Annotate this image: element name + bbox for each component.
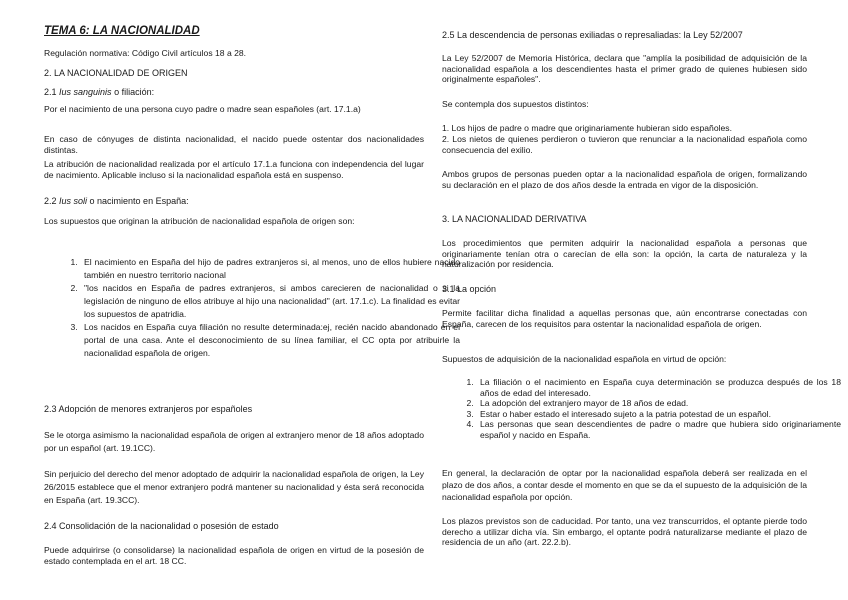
heading-opcion: 3.1 La opción <box>442 284 497 294</box>
paragraph: 1. Los hijos de padre o madre que originariamente hubieran sido españoles. <box>442 123 732 133</box>
paragraph: 2. Los nietos de quienes perdieron o tuvieron que renunciar a la nacionalidad española como consecuencia del exilio. <box>442 134 807 155</box>
paragraph: Los procedimientos que permiten adquirir la nacionalidad española a personas que originariamente tenían otra o carecían de ella son: la opción, la carta de naturaleza y la naturalización por residencia. <box>442 238 807 270</box>
paragraph: Se contempla dos supuestos distintos: <box>442 99 589 109</box>
heading-nacionalidad-derivativa: 3. LA NACIONALIDAD DERIVATIVA <box>442 214 587 224</box>
paragraph: En general, la declaración de optar por la nacionalidad española deberá ser realizada en el plazo de dos años, a contar desde el momento en que se da el supuesto de la adquisición de la nacionalidad española por opción. <box>442 468 807 502</box>
paragraph: La Ley 52/2007 de Memoria Histórica, declara que "amplía la posibilidad de adquisición de la nacionalidad española a los descendientes hasta el primer grado de quienes hubiesen sido originalmente españoles". <box>442 53 807 85</box>
list-item: 1. El nacimiento en España del hijo de padres extranjeros si, al menos, uno de ellos hubiere nacido también en nuestro territorio nacional <box>80 256 460 282</box>
list-item: 3. Estar o haber estado el interesado sujeto a la patria potestad de un español. <box>476 409 841 420</box>
page-title: TEMA 6: LA NACIONALIDAD <box>44 25 200 37</box>
regulacion-text: Regulación normativa: Código Civil artículos 18 a 28. <box>44 48 247 58</box>
heading-nacionalidad-origen: 2. LA NACIONALIDAD DE ORIGEN <box>44 68 188 78</box>
paragraph: Ambos grupos de personas pueden optar a la nacionalidad española de origen, formalizando su declaración en el plazo de dos años desde la entrada en vigor de la disposición. <box>442 169 807 190</box>
list-item: 2. "los nacidos en España de padres extranjeros, si ambos carecieren de nacionalidad o si la legislación de ninguno de ellos atribuye al hijo una nacionalidad" (art. 17.1.c). La finalidad es evitar los supuestos de apatridia. <box>80 282 460 321</box>
paragraph: Los supuestos que originan la atribución de nacionalidad española de origen son: <box>44 216 355 226</box>
list-item: 3. Los nacidos en España cuya filiación no resulte determinada:ej, recién nacido abandonado en el portal de una casa. Ante el desconocimiento de su línea familiar, el CC opta por atribuirle la nacionalidad española de origen. <box>80 321 460 360</box>
paragraph: Permite facilitar dicha finalidad a aquellas personas que, aún encontrarse conectadas con España, carecen de los requisitos para ostentar la nacionalidad española de origen. <box>442 308 807 329</box>
paragraph: La atribución de nacionalidad realizada por el artículo 17.1.a funciona con independencia del lugar de nacimiento. Aplicable incluso si la nacionalidad española está en suspenso. <box>44 159 424 180</box>
paragraph: Se le otorga asimismo la nacionalidad española de origen al extranjero menor de 18 años adoptado por un español (art. 19.1CC). <box>44 430 424 453</box>
heading-ley-52-2007: 2.5 La descendencia de personas exiliadas o represaliadas: la Ley 52/2007 <box>442 30 743 40</box>
heading-consolidacion: 2.4 Consolidación de la nacionalidad o posesión de estado <box>44 521 279 531</box>
list-item: 1. La filiación o el nacimiento en España cuya determinación se produzca después de los 18 años de edad del interesado. <box>476 377 841 398</box>
paragraph: En caso de cónyuges de distinta nacionalidad, el nacido puede ostentar dos nacionalidades distintas. <box>44 134 424 155</box>
paragraph: Los plazos previstos son de caducidad. Por tanto, una vez transcurridos, el optante pierde todo derecho a utilizar dicha vía. Sin embargo, el optante podrá naturalizarse mediante el plazo de residencia de un año (art. 22.2.b). <box>442 516 807 548</box>
ius-soli-list <box>44 256 460 360</box>
paragraph: Sin perjuicio del derecho del menor adoptado de adquirir la nacionalidad española de origen, la Ley 26/2015 establece que el menor extranjero podrá mantener su nacionalidad y ésta será reconocida en España (art. 19.3CC). <box>44 469 424 505</box>
paragraph: Supuestos de adquisición de la nacionalidad española en virtud de opción: <box>442 354 727 364</box>
paragraph: Puede adquirirse (o consolidarse) la nacionalidad española de origen en virtud de la posesión de estado contemplada en el art. 18 CC. <box>44 545 424 566</box>
heading-adopcion: 2.3 Adopción de menores extranjeros por españoles <box>44 404 253 414</box>
paragraph: Por el nacimiento de una persona cuyo padre o madre sean españoles (art. 17.1.a) <box>44 104 361 114</box>
list-item: 2. La adopción del extranjero mayor de 18 años de edad. <box>476 398 841 409</box>
list-item: 4. Las personas que sean descendientes de padre o madre que hubiera sido originariamente español y nacido en España. <box>476 419 841 440</box>
opcion-list <box>442 377 841 441</box>
heading-ius-soli: 2.2 Ius soli o nacimiento en España: <box>44 196 189 206</box>
heading-ius-sanguinis: 2.1 Ius sanguinis o filiación: <box>44 87 155 97</box>
